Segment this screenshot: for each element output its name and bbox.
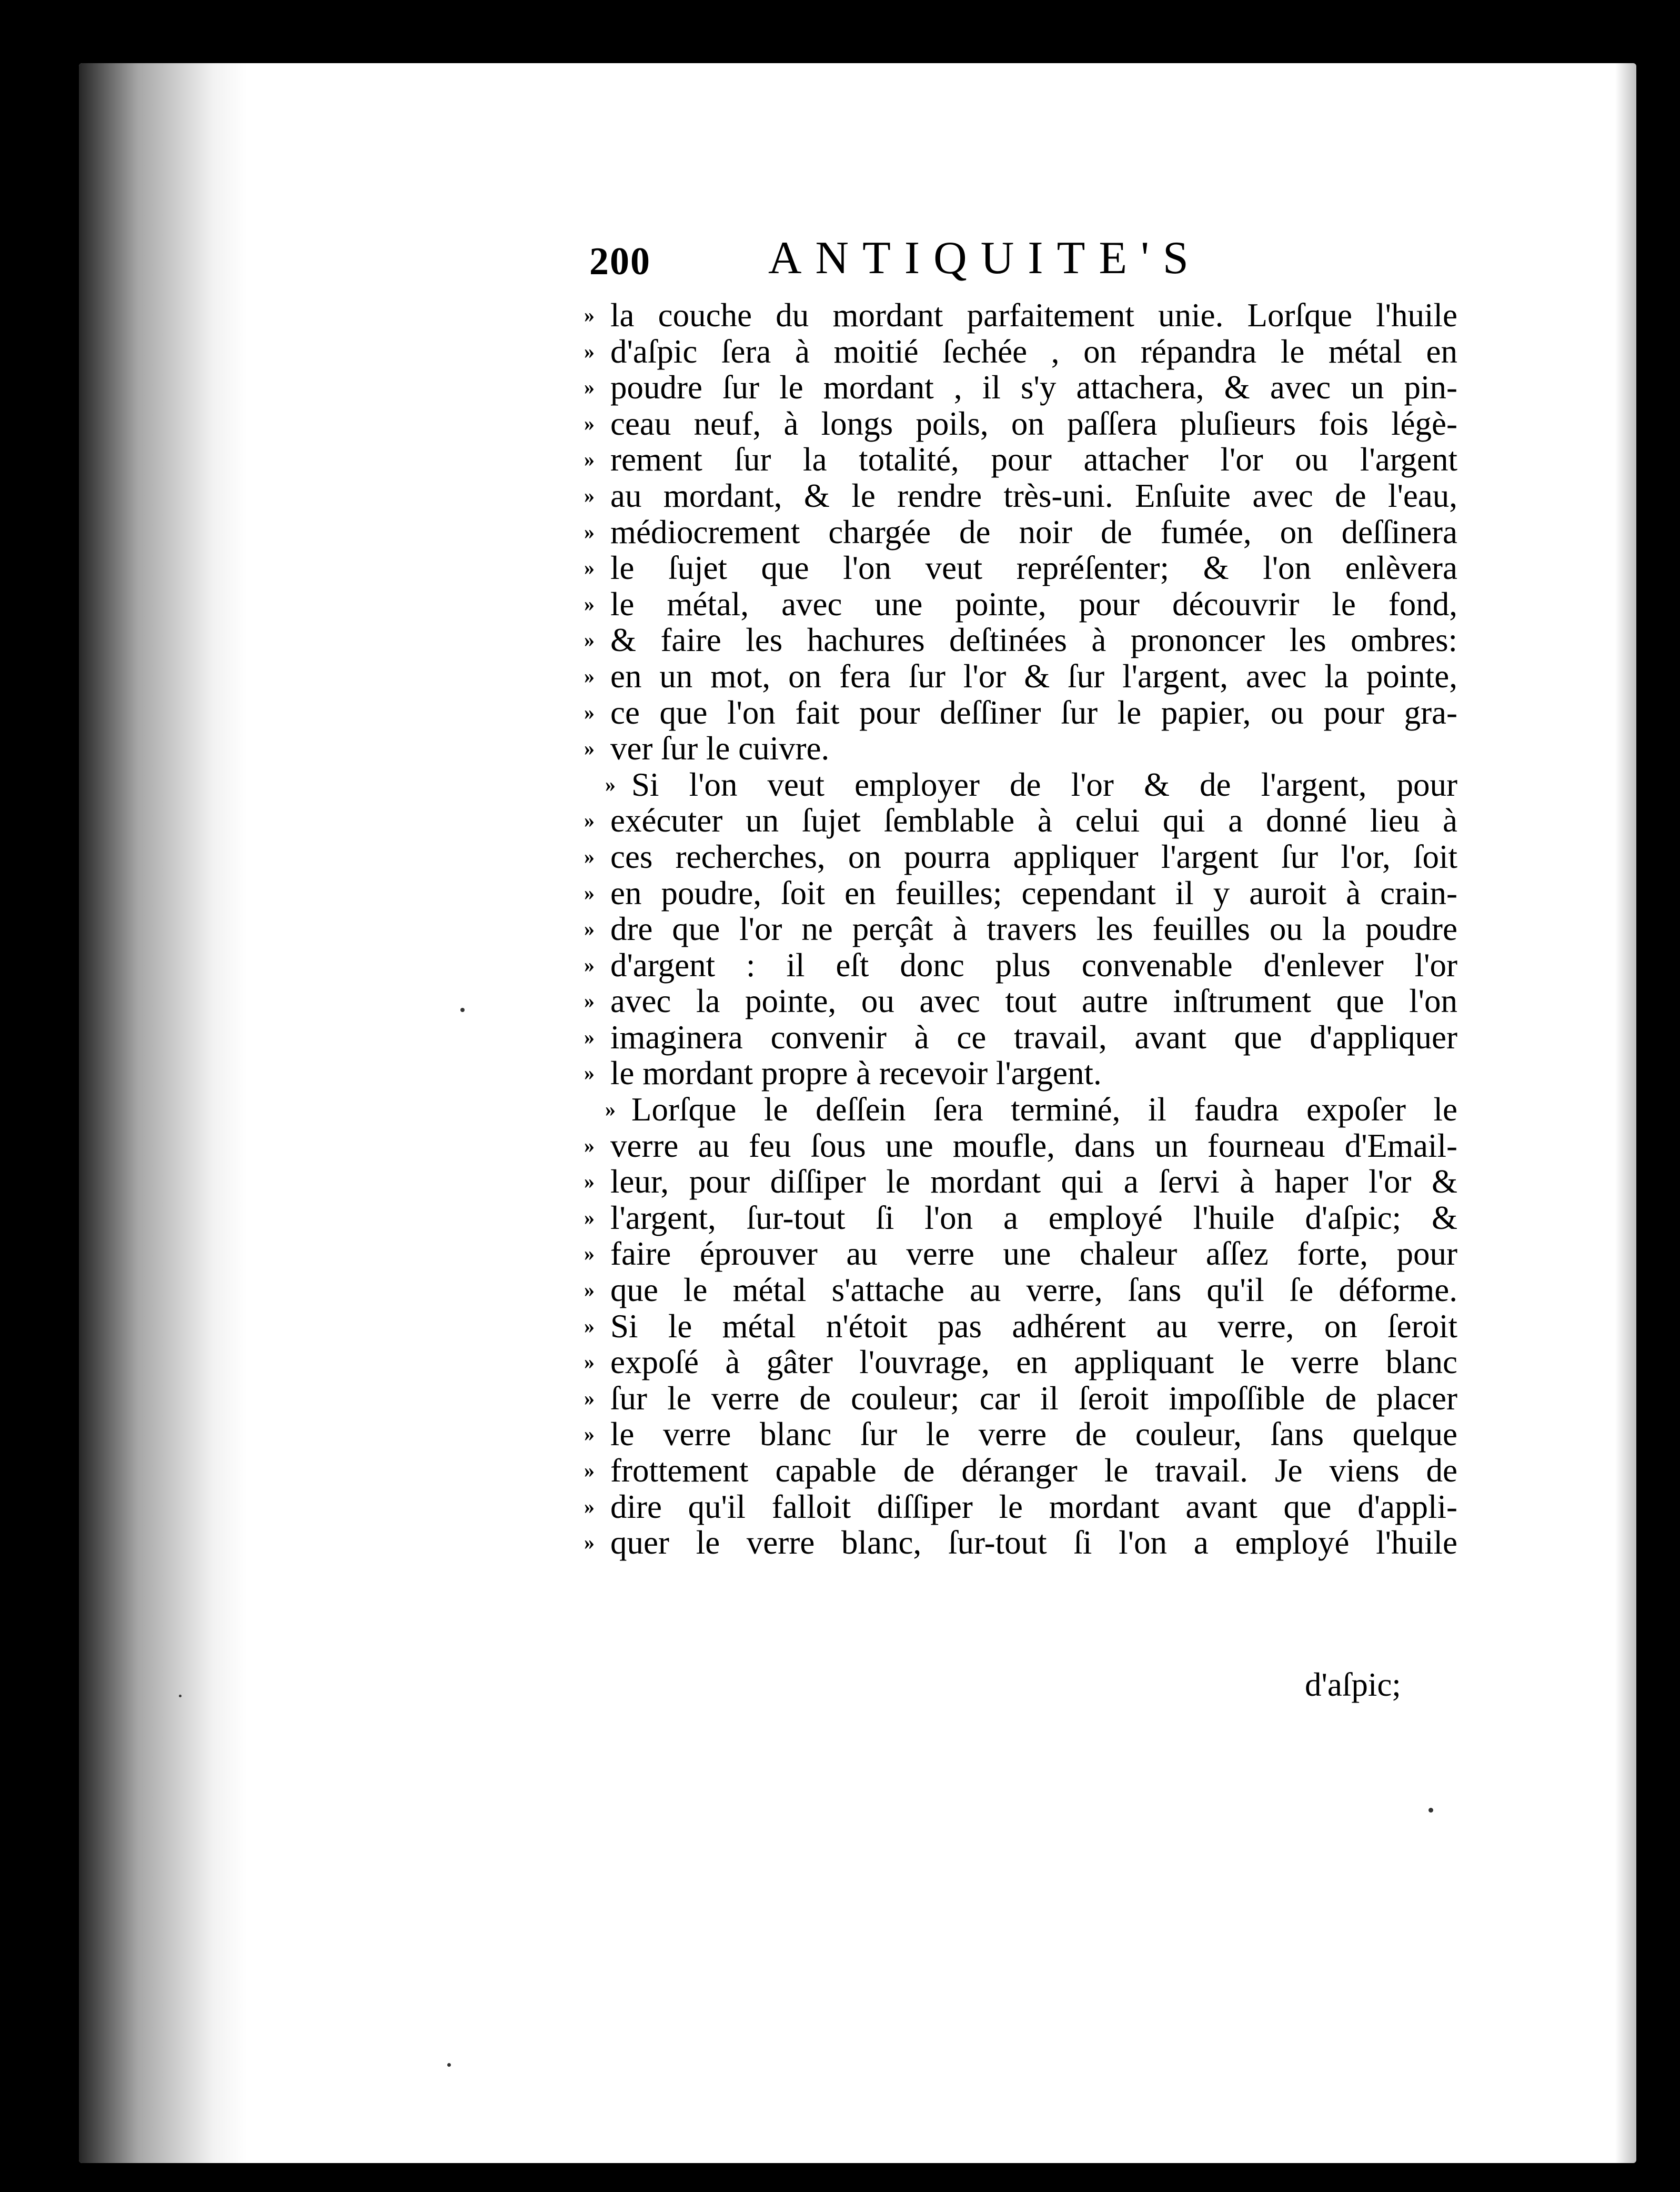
text-line: [584, 803, 1457, 839]
text-line: [584, 1308, 1457, 1345]
line-text: l'argent, ſur-tout ſi l'on a employé l'huile d'aſpic; &: [610, 1199, 1457, 1236]
line-text: verre au feu ſous une moufle, dans un fourneau d'Email-: [610, 1127, 1457, 1164]
quotation-mark: »: [584, 1205, 595, 1229]
line-text: le mordant propre à recevoir l'argent.: [610, 1055, 1102, 1092]
text-line: [584, 1019, 1457, 1056]
page-header: [589, 232, 1452, 289]
catchword: d'aſpic;: [1305, 1666, 1401, 1703]
line-text: le métal, avec une pointe, pour découvrir le fond,: [610, 585, 1457, 623]
text-line: [584, 695, 1457, 731]
page-edge-shadow: [1615, 63, 1636, 2163]
line-text: que le métal s'attache au verre, ſans qu'il ſe déforme.: [610, 1272, 1457, 1309]
quotation-mark: »: [584, 1242, 595, 1266]
line-text: la couche du mordant parfaitement unie. Lorſque l'huile: [610, 297, 1457, 334]
quotation-mark: »: [584, 447, 595, 472]
page-gutter-shadow: [79, 63, 247, 2163]
line-text: leur, pour diſſiper le mordant qui a ſervi à haper l'or &: [610, 1163, 1457, 1200]
text-line: [584, 369, 1457, 406]
text-line: [584, 586, 1457, 623]
line-text: dre que l'or ne perçât à travers les feuilles ou la poudre: [610, 910, 1457, 948]
quotation-mark: »: [584, 700, 595, 724]
page-number: 200: [589, 240, 651, 283]
line-text: & faire les hachures deſtinées à prononcer les ombres:: [610, 622, 1457, 659]
text-line: [584, 658, 1457, 695]
line-text: ſur le verre de couleur; car il ſeroit impoſſible de placer: [610, 1379, 1457, 1417]
text-line: [584, 767, 1457, 803]
quotation-mark: »: [584, 411, 595, 435]
quotation-mark: »: [584, 1133, 595, 1157]
quotation-mark: »: [584, 953, 595, 977]
quotation-mark: »: [584, 844, 595, 868]
text-line: [584, 839, 1457, 875]
quotation-mark: »: [584, 556, 595, 580]
quotation-mark: »: [584, 303, 595, 327]
text-line: [584, 297, 1457, 334]
line-text: faire éprouver au verre une chaleur aſſez forte, pour: [610, 1235, 1457, 1273]
line-text: avec la pointe, ou avec tout autre inſtrument que l'on: [610, 983, 1457, 1020]
text-line: [584, 1164, 1457, 1200]
quotation-mark: »: [584, 1025, 595, 1049]
running-title: ANTIQUITE'S: [768, 233, 1202, 284]
text-line: [584, 1489, 1457, 1525]
text-line: [584, 875, 1457, 912]
quotation-mark: »: [584, 339, 595, 363]
text-line: [584, 1200, 1457, 1236]
line-text: médiocrement chargée de noir de fumée, on deſſinera: [610, 513, 1457, 550]
quotation-mark: »: [584, 808, 595, 833]
line-text: exécuter un ſujet ſemblable à celui qui a donné lieu à: [610, 802, 1457, 839]
quotation-mark: »: [584, 880, 595, 905]
quotation-mark: »: [584, 989, 595, 1013]
line-text: en poudre, ſoit en feuilles; cependant il y auroit à crain-: [610, 874, 1457, 912]
quotation-mark: »: [584, 1278, 595, 1302]
text-line: [584, 334, 1457, 370]
line-text: rement ſur la totalité, pour attacher l'or ou l'argent: [610, 441, 1457, 478]
text-line: [584, 442, 1457, 478]
paper-speck: [460, 1008, 465, 1012]
quotation-mark: »: [584, 1350, 595, 1374]
line-text: frottement capable de déranger le travail. Je viens de: [610, 1452, 1457, 1489]
body-text: [584, 297, 1457, 1561]
line-text: d'aſpic ſera à moitié ſechée , on répandra le métal en: [610, 333, 1457, 370]
quotation-mark: »: [584, 519, 595, 544]
quotation-mark: »: [584, 736, 595, 760]
text-line: [584, 622, 1457, 658]
quotation-mark: »: [584, 628, 595, 652]
line-text: ceau neuf, à longs poils, on paſſera pluſieurs fois légè-: [610, 405, 1457, 442]
quotation-mark: »: [584, 664, 595, 688]
text-line: [584, 911, 1457, 947]
line-text: Si l'on veut employer de l'or & de l'argent, pour: [631, 766, 1457, 803]
line-text: ces recherches, on pourra appliquer l'argent ſur l'or, ſoit: [610, 838, 1457, 875]
quotation-mark: »: [584, 1314, 595, 1338]
text-line: [584, 1380, 1457, 1417]
text-line: [584, 730, 1457, 767]
text-line: [584, 1128, 1457, 1164]
text-line: [584, 1055, 1457, 1092]
text-line: [584, 1525, 1457, 1561]
quotation-mark: »: [584, 917, 595, 941]
line-text: imaginera convenir à ce travail, avant que d'appliquer: [610, 1018, 1457, 1056]
quotation-mark: »: [605, 772, 616, 796]
text-line: [584, 406, 1457, 442]
quotation-mark: »: [584, 592, 595, 616]
text-line: [584, 1236, 1457, 1272]
line-text: poudre ſur le mordant , il s'y attachera, & avec un pin-: [610, 369, 1457, 406]
quotation-mark: »: [584, 1061, 595, 1085]
quotation-mark: »: [584, 1386, 595, 1410]
text-line: [584, 1092, 1457, 1128]
text-line: [584, 947, 1457, 984]
text-line: [584, 1416, 1457, 1453]
quotation-mark: »: [584, 1422, 595, 1446]
line-text: ce que l'on fait pour deſſiner ſur le papier, ou pour gra-: [610, 694, 1457, 731]
quotation-mark: »: [584, 1458, 595, 1482]
line-text: dire qu'il falloit diſſiper le mordant avant que d'appli-: [610, 1488, 1457, 1525]
paper-speck: [1428, 1808, 1433, 1813]
line-text: Si le métal n'étoit pas adhérent au verre, on ſeroit: [610, 1307, 1457, 1345]
quotation-mark: »: [584, 1494, 595, 1518]
quotation-mark: »: [584, 375, 595, 399]
text-line: [584, 478, 1457, 514]
text-line: [584, 1344, 1457, 1380]
line-text: Lorſque le deſſein ſera terminé, il faudra expoſer le: [631, 1091, 1457, 1128]
quotation-mark: »: [584, 483, 595, 507]
line-text: quer le verre blanc, ſur-tout ſi l'on a employé l'huile: [610, 1524, 1457, 1562]
text-line: [584, 514, 1457, 550]
line-text: au mordant, & le rendre très-uni. Enſuite avec de l'eau,: [610, 477, 1457, 514]
line-text: d'argent : il eſt donc plus convenable d'enlever l'or: [610, 946, 1457, 984]
text-line: [584, 1453, 1457, 1489]
quotation-mark: »: [584, 1530, 595, 1555]
line-text: ver ſur le cuivre.: [610, 730, 830, 767]
text-line: [584, 550, 1457, 586]
quotation-mark: »: [584, 1169, 595, 1194]
paper-speck: [447, 2063, 451, 2067]
line-text: expoſé à gâter l'ouvrage, en appliquant le verre blanc: [610, 1344, 1457, 1381]
text-line: [584, 1272, 1457, 1308]
quotation-mark: »: [605, 1097, 616, 1122]
line-text: le ſujet que l'on veut repréſenter; & l'on enlèvera: [610, 549, 1457, 587]
text-line: [584, 983, 1457, 1019]
line-text: en un mot, on fera ſur l'or & ſur l'argent, avec la pointe,: [610, 657, 1457, 695]
paper-speck: [179, 1695, 182, 1697]
line-text: le verre blanc ſur le verre de couleur, ſans quelque: [610, 1416, 1457, 1453]
